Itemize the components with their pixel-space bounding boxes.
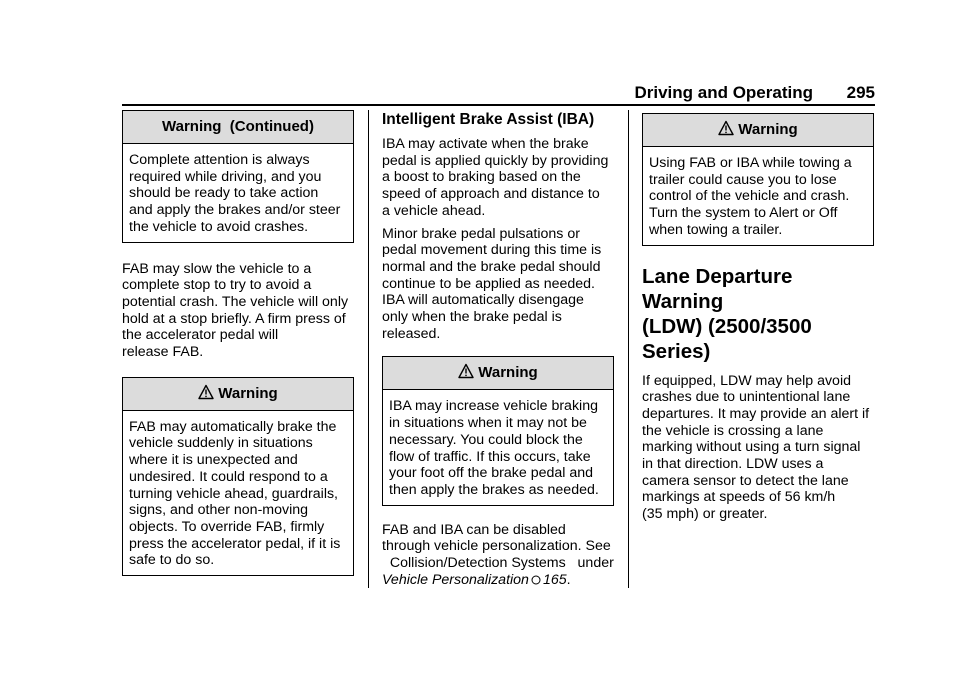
- text-line: the accelerator pedal will: [122, 327, 279, 344]
- warning-body: [643, 147, 873, 245]
- warning-line: FAB may automatically brake the: [129, 418, 337, 435]
- warning-line: press the accelerator pedal, if it is: [129, 535, 341, 552]
- xref-line: [382, 572, 614, 589]
- warning-triangle-icon: [198, 384, 214, 400]
- column-divider: [628, 110, 629, 588]
- text-line: normal and the brake pedal should: [382, 258, 601, 275]
- warning-line: control of the vehicle and crash.: [649, 188, 850, 205]
- warning-line: undesired. It could respond to a: [129, 468, 328, 485]
- column-middle: [382, 110, 614, 588]
- text-line: complete stop to try to avoid a: [122, 277, 312, 294]
- warning-line: trailer could cause you to lose: [649, 171, 837, 188]
- text-line: the vehicle is crossing a lane: [642, 422, 824, 439]
- warning-header: [383, 357, 613, 390]
- text-line: (35 mph) or greater.: [642, 506, 768, 523]
- text-line: FAB may slow the vehicle to a: [122, 260, 312, 277]
- heading-line: Lane Departure Warning: [642, 264, 793, 313]
- warning-body: [383, 390, 613, 504]
- warning-line: IBA may increase vehicle braking: [389, 398, 598, 415]
- warning-line: in situations when it may not be: [389, 415, 587, 432]
- xref-end: .: [566, 571, 571, 588]
- section-heading-ldw: [642, 264, 874, 364]
- warning-line: signs, and other non-moving: [129, 502, 309, 519]
- text-line: IBA may activate when the brake: [382, 136, 589, 152]
- warning-body: [123, 144, 353, 242]
- warning-triangle-icon: [718, 120, 734, 136]
- text-line: markings at speeds of 56 km/h: [642, 489, 836, 506]
- warning-line: where it is unexpected and: [129, 452, 298, 469]
- ldw-paragraph: [642, 373, 874, 523]
- warning-line: your foot off the brake pedal and: [389, 465, 594, 482]
- page-number: 295: [846, 83, 875, 102]
- warning-box-iba: [382, 356, 614, 505]
- warning-line: Turn the system to Alert or Off: [649, 205, 838, 222]
- warning-body: [123, 411, 353, 575]
- text-line: released.: [382, 325, 441, 342]
- warning-line: Using FAB or IBA while towing a: [649, 155, 852, 171]
- warning-line: necessary. You could block the: [389, 431, 583, 448]
- disable-paragraph: [382, 522, 614, 589]
- text-line: departures. It may provide an alert if: [642, 405, 870, 422]
- warning-line: required while driving, and you: [129, 168, 322, 185]
- warning-header: [643, 114, 873, 147]
- xref-link[interactable]: Vehicle Personalization: [382, 571, 529, 588]
- warning-line: safe to do so.: [129, 552, 215, 569]
- warning-title: Warning: [218, 384, 278, 402]
- warning-header: [123, 378, 353, 411]
- warning-title: Warning: [478, 364, 538, 382]
- warning-line: when towing a trailer.: [649, 221, 783, 238]
- column-left: [122, 110, 354, 576]
- warning-box-continued: [122, 110, 354, 243]
- column-divider: [368, 110, 369, 588]
- xref-page[interactable]: 165: [542, 571, 567, 588]
- column-right: [642, 110, 874, 523]
- warning-line: vehicle suddenly in situations: [129, 435, 313, 452]
- warning-box-towing: [642, 113, 874, 246]
- text-line: release FAB.: [122, 344, 204, 361]
- heading-line: (LDW) (2500/3500 Series): [642, 314, 812, 363]
- warning-line: and apply the brakes and/or steer: [129, 202, 341, 219]
- text-line: potential crash. The vehicle will only: [122, 293, 349, 310]
- text-line: marking without using a turn signal: [642, 439, 861, 456]
- text-line: a vehicle ahead.: [382, 202, 486, 219]
- text-line: hold at a stop briefly. A firm press of: [122, 310, 346, 327]
- text-line: a boost to braking based on the: [382, 169, 581, 186]
- text-line: through vehicle personalization. See: [382, 538, 611, 555]
- iba-paragraph-2: [382, 226, 614, 343]
- text-line: continue to be applied as needed.: [382, 275, 595, 292]
- text-line: Minor brake pedal pulsations or: [382, 225, 580, 242]
- warning-line: flow of traffic. If this occurs, take: [389, 448, 591, 465]
- text-line: speed of approach and distance to: [382, 186, 600, 203]
- warning-triangle-icon: [458, 363, 474, 379]
- text-line: camera sensor to detect the lane: [642, 472, 849, 489]
- warning-line: the vehicle to avoid crashes.: [129, 218, 309, 235]
- text-line: pedal movement during this time is: [382, 242, 602, 259]
- text-line: Collision/Detection Systems under: [382, 555, 614, 572]
- section-heading-iba: Intelligent Brake Assist (IBA): [382, 111, 595, 128]
- warning-line: should be ready to take action: [129, 185, 319, 202]
- text-line: only when the brake pedal is: [382, 309, 562, 326]
- iba-paragraph-1: [382, 136, 614, 220]
- warning-title: Warning: [738, 121, 798, 138]
- text-line: FAB and IBA can be disabled: [382, 521, 566, 538]
- text-line: in that direction. LDW uses a: [642, 456, 824, 473]
- warning-line: then apply the brakes as needed.: [389, 481, 599, 498]
- text-line: pedal is applied quickly by providing: [382, 152, 609, 169]
- warning-box-fab: [122, 377, 354, 576]
- text-line: IBA will automatically disengage: [382, 292, 584, 309]
- text-line: If equipped, LDW may help avoid: [642, 372, 851, 389]
- fab-paragraph: [122, 261, 354, 361]
- warning-line: turning vehicle ahead, guardrails,: [129, 485, 339, 502]
- warning-line: objects. To override FAB, firmly: [129, 518, 325, 535]
- section-title: Driving and Operating: [634, 83, 813, 102]
- page-header: [122, 82, 875, 106]
- warning-title: Warning (Continued): [123, 111, 353, 144]
- page-reference-icon: [531, 575, 541, 585]
- text-line: crashes due to unintentional lane: [642, 389, 851, 406]
- warning-line: Complete attention is always: [129, 152, 310, 168]
